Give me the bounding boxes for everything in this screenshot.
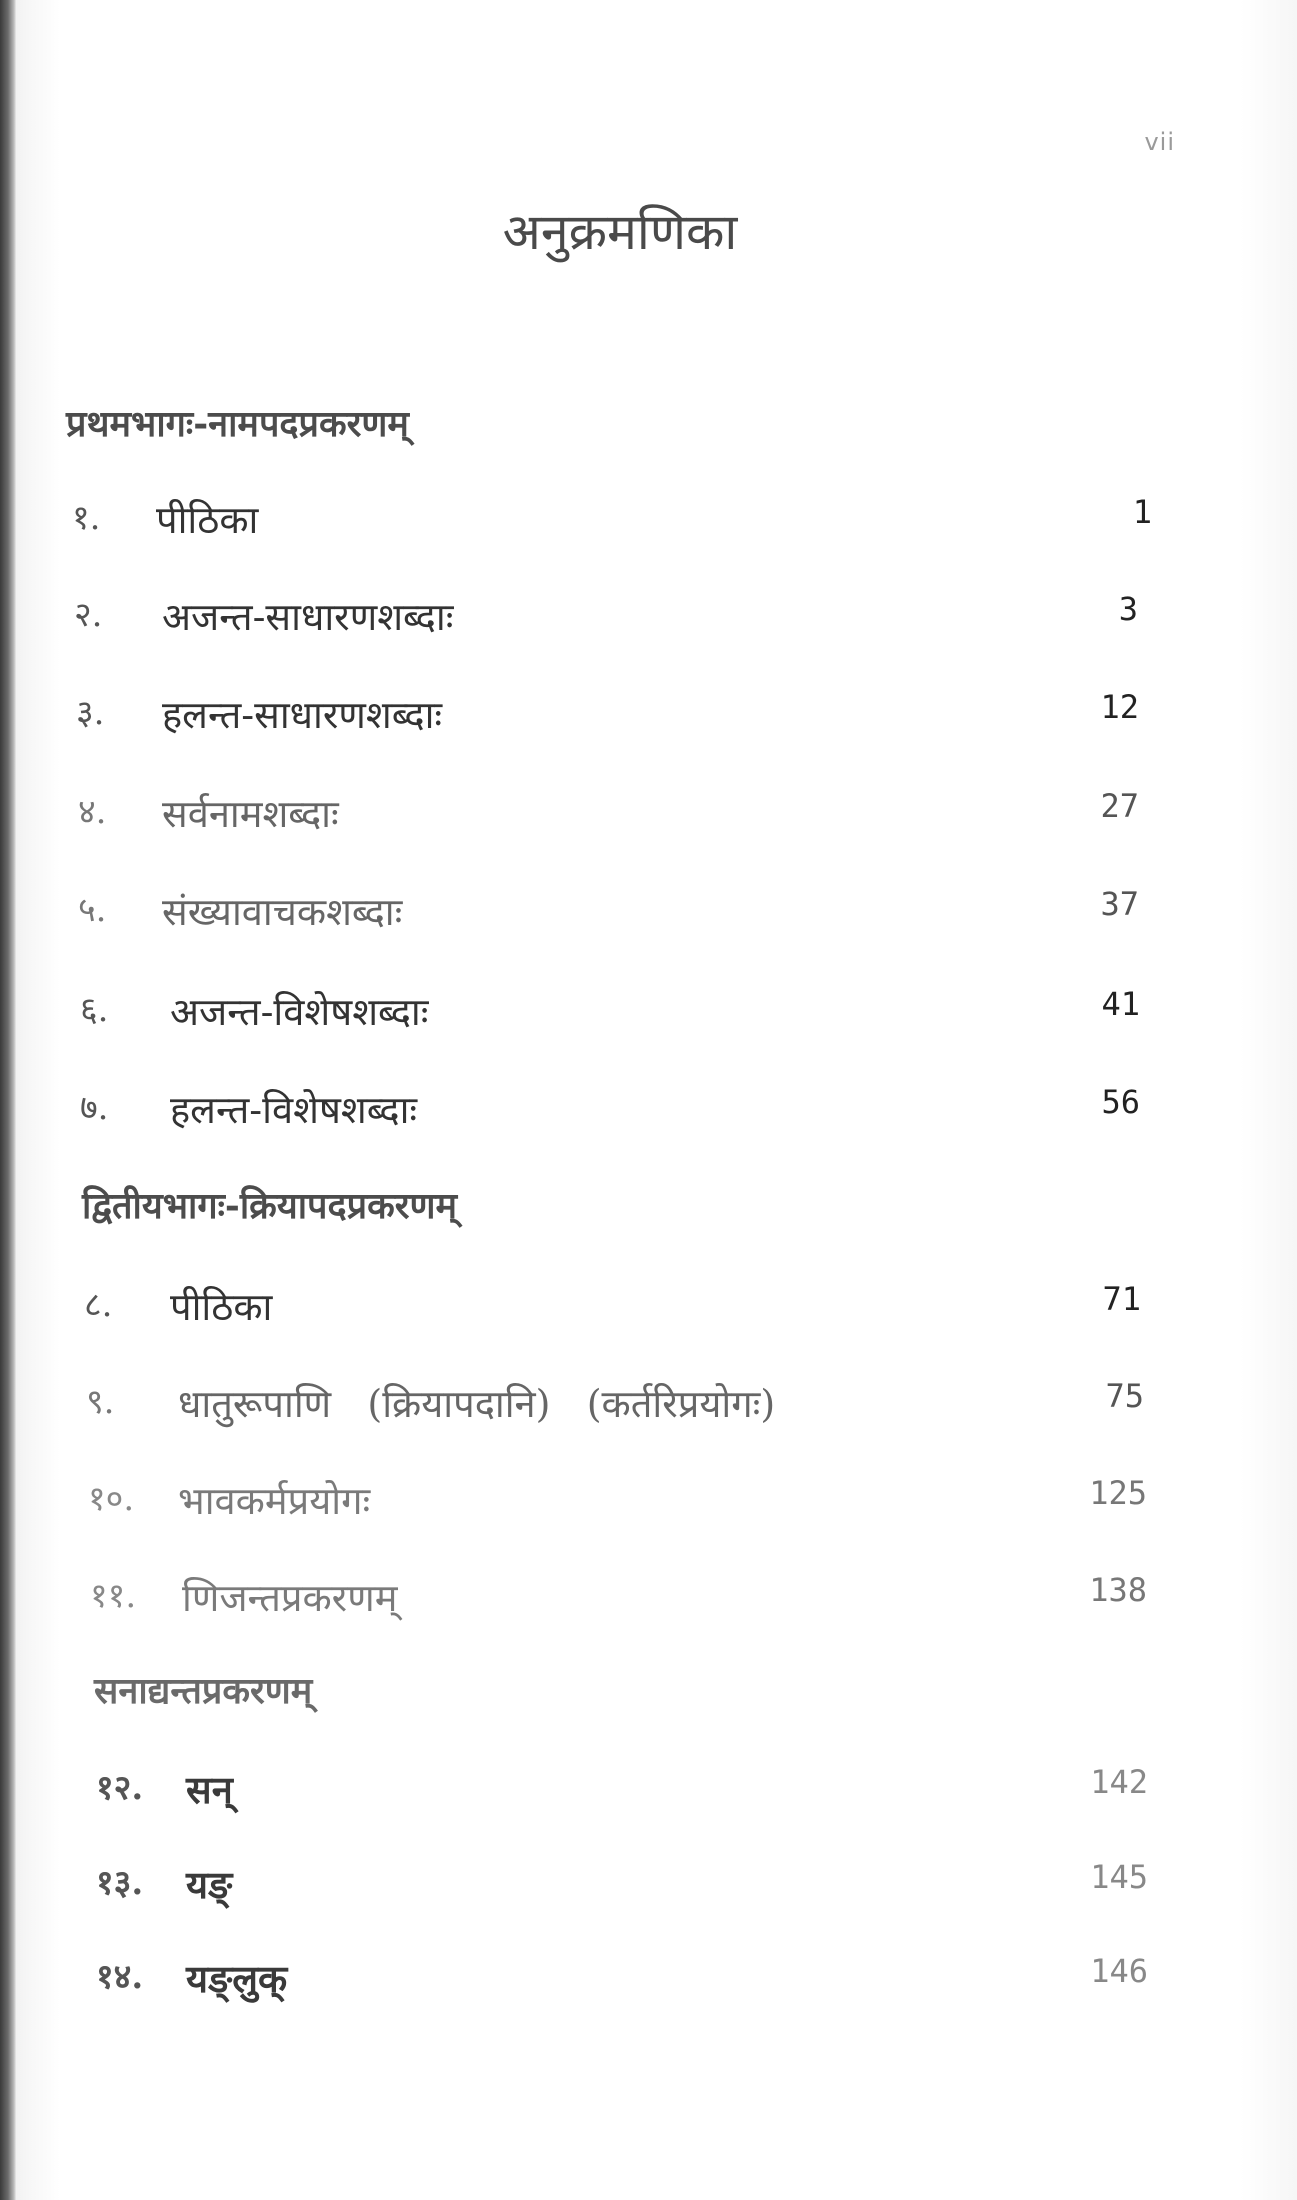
entry-number: ७. — [80, 1088, 109, 1128]
toc-entry — [96, 1952, 1148, 2008]
entry-number: ८. — [84, 1285, 113, 1325]
toc-entry — [90, 1571, 1147, 1627]
page-title: अनुक्रमणिका — [502, 203, 738, 261]
entry-page: 56 — [1101, 1083, 1140, 1121]
entry-number: १०. — [88, 1479, 135, 1519]
entry-label: भावकर्मप्रयोगः — [178, 1479, 371, 1523]
entry-page: 41 — [1101, 985, 1140, 1023]
entry-page: 12 — [1100, 688, 1139, 726]
entry-number: ३. — [76, 693, 105, 733]
toc-entry — [78, 787, 1139, 843]
entry-label: अजन्त-विशेषशब्दाः — [170, 990, 429, 1034]
toc-entry — [96, 1763, 1148, 1819]
entry-number: १४. — [96, 1957, 144, 1997]
entry-label: अजन्त-साधारणशब्दाः — [162, 595, 454, 639]
entry-number: ४. — [78, 792, 107, 832]
entry-label: सन् — [186, 1767, 233, 1812]
entry-page: 138 — [1089, 1571, 1147, 1609]
entry-number: ९. — [86, 1382, 115, 1422]
section-heading: द्वितीयभागः-क्रियापदप्रकरणम् — [82, 1185, 458, 1227]
toc-entry — [72, 493, 1152, 549]
entry-page: 27 — [1100, 787, 1139, 825]
toc-entry — [76, 688, 1139, 744]
toc-entry — [96, 1858, 1148, 1914]
entry-page: 146 — [1090, 1952, 1148, 1990]
entry-page: 3 — [1118, 590, 1138, 628]
entry-number: १. — [72, 498, 101, 538]
entry-label: धातुरूपाणि (क्रियापदानि) (कर्तरिप्रयोगः) — [178, 1382, 776, 1426]
entry-number: १२. — [96, 1768, 144, 1808]
toc-entry — [86, 1377, 1144, 1433]
toc-entry — [88, 1474, 1147, 1530]
entry-number: १३. — [96, 1863, 144, 1903]
section-heading: सनाद्यन्तप्रकरणम् — [94, 1670, 313, 1712]
entry-page: 142 — [1090, 1763, 1148, 1801]
toc-entry — [78, 885, 1139, 941]
entry-label: हलन्त-साधारणशब्दाः — [162, 693, 443, 737]
toc-entry — [84, 1280, 1141, 1336]
entry-number: ६. — [80, 990, 109, 1030]
entry-page: 125 — [1089, 1474, 1147, 1512]
toc-entry — [80, 985, 1140, 1041]
entry-label: पीठिका — [170, 1285, 273, 1329]
page-number: vii — [1144, 128, 1175, 156]
toc-entry — [74, 590, 1138, 646]
entry-label: यङ्लुक् — [186, 1956, 288, 2001]
section-heading: प्रथमभागः-नामपदप्रकरणम् — [66, 403, 409, 445]
entry-number: ११. — [90, 1576, 137, 1616]
entry-page: 75 — [1105, 1377, 1144, 1415]
entry-label: पीठिका — [156, 498, 259, 542]
entry-label: णिजन्तप्रकरणम् — [182, 1576, 398, 1620]
toc-entry — [80, 1083, 1140, 1139]
entry-page: 1 — [1132, 493, 1152, 531]
entry-number: ५. — [78, 890, 107, 930]
entry-page: 145 — [1090, 1858, 1148, 1896]
entry-label: सर्वनामशब्दाः — [162, 792, 339, 836]
entry-page: 71 — [1102, 1280, 1141, 1318]
entry-label: यङ् — [186, 1862, 233, 1907]
entry-number: २. — [74, 595, 103, 635]
book-spine-shadow — [0, 0, 16, 2200]
entry-label: हलन्त-विशेषशब्दाः — [170, 1088, 418, 1132]
entry-label: संख्यावाचकशब्दाः — [162, 890, 403, 934]
entry-page: 37 — [1100, 885, 1139, 923]
